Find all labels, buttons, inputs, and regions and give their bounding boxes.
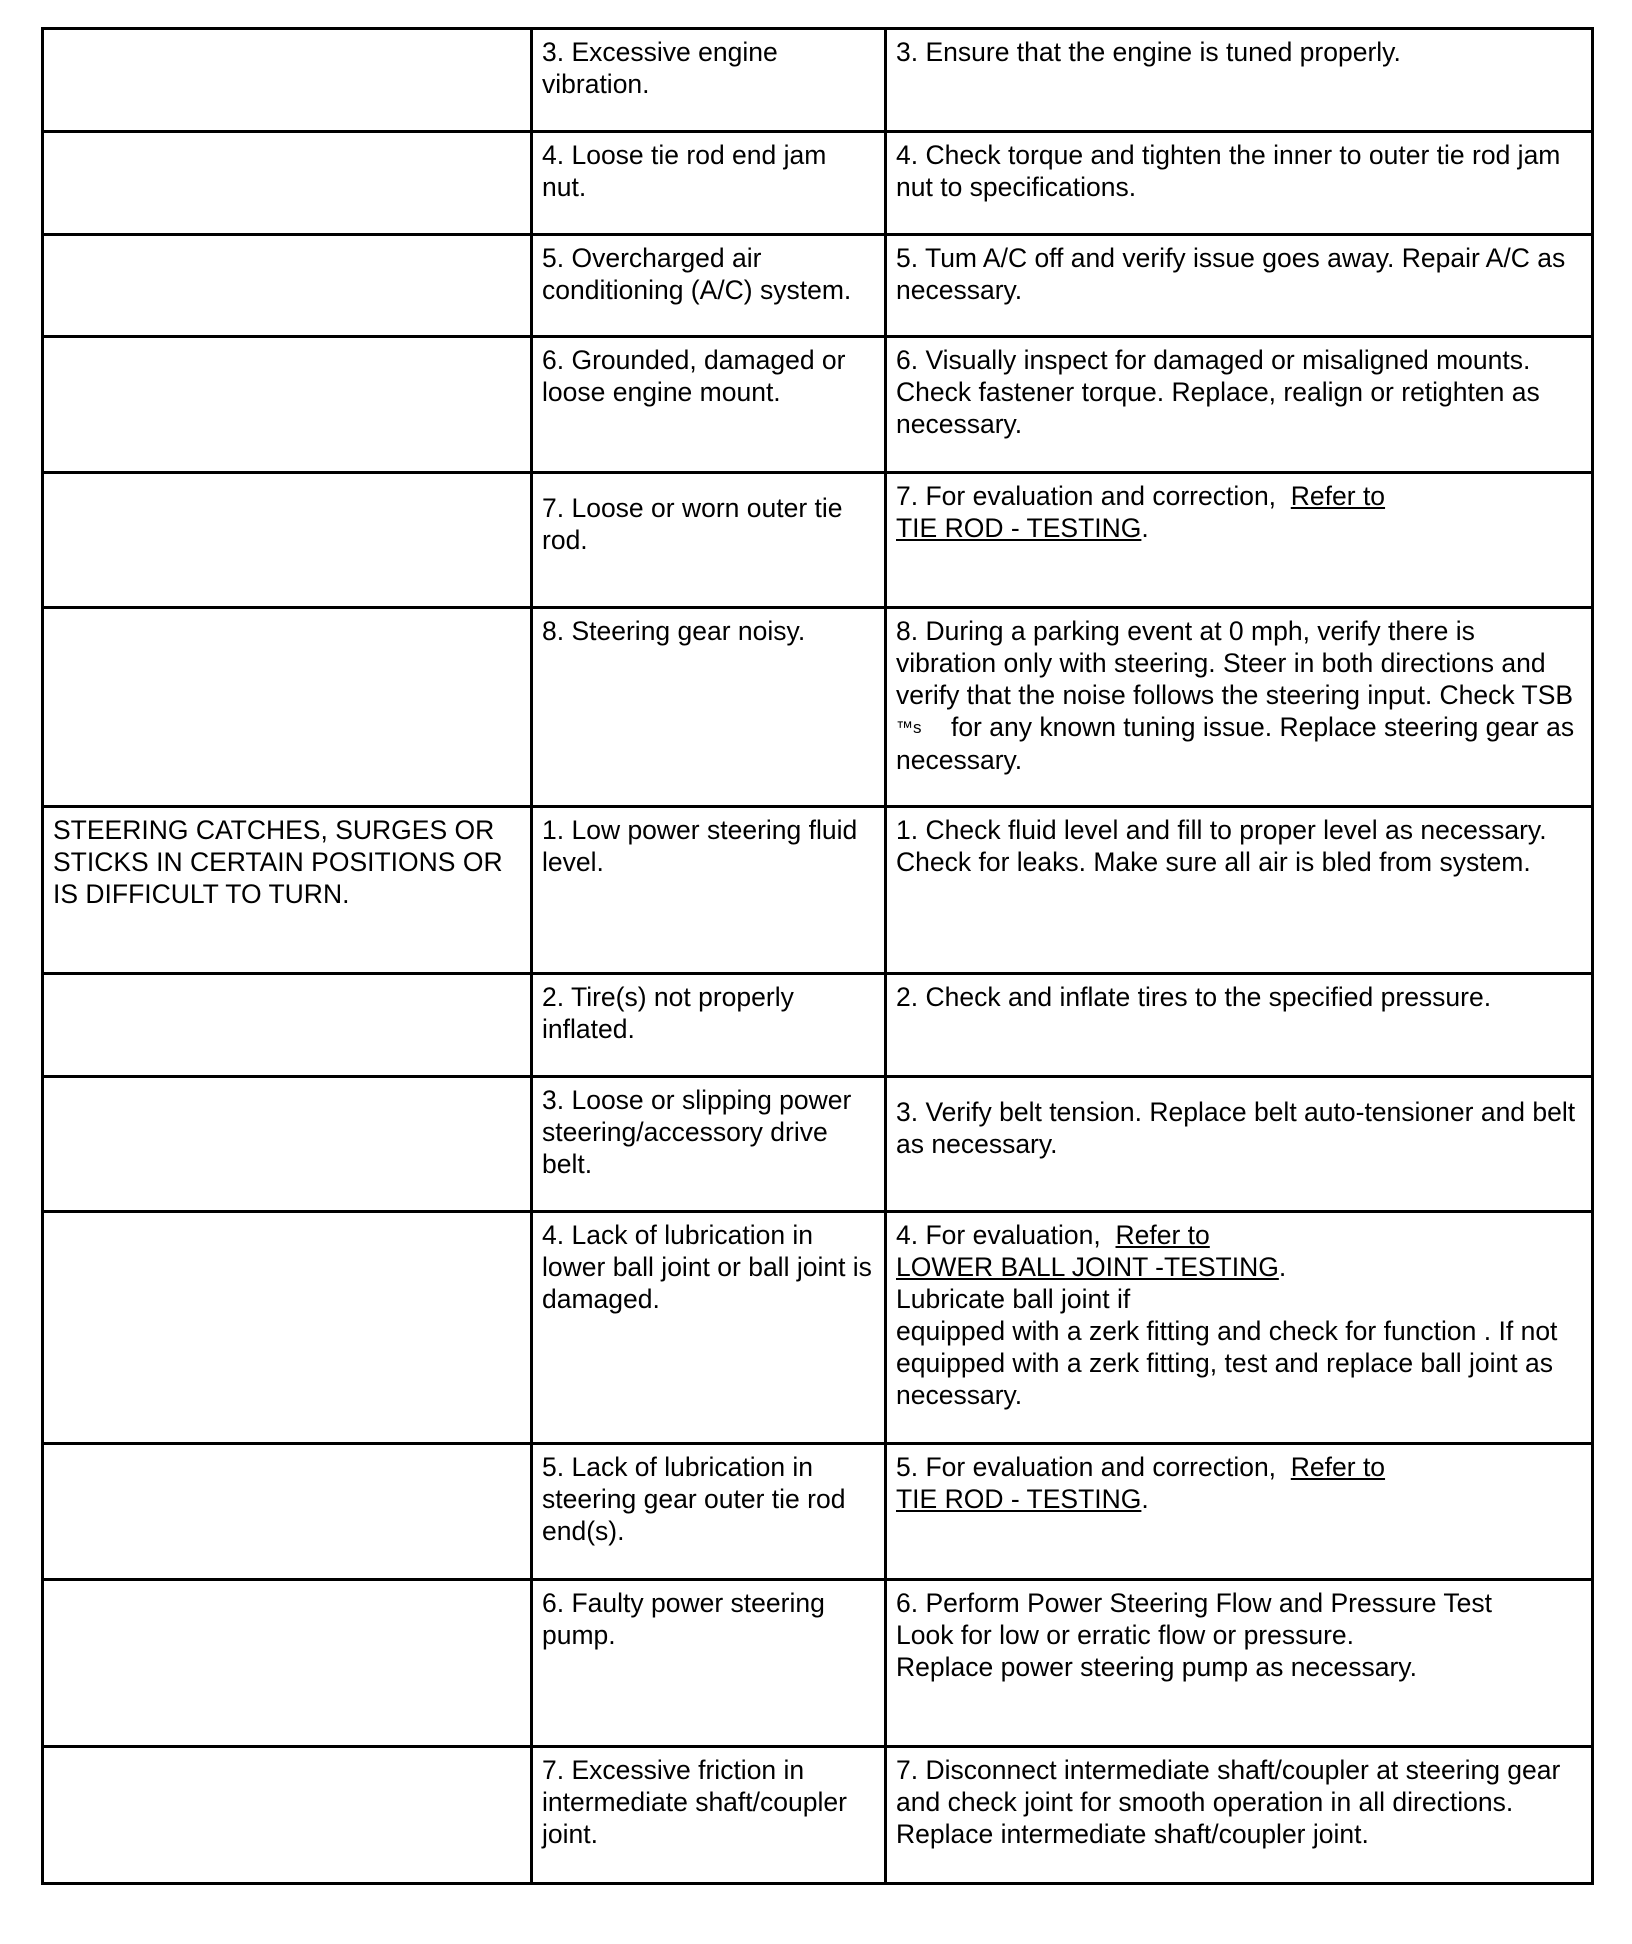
condition-cell bbox=[43, 337, 532, 473]
table-row bbox=[43, 1580, 1593, 1747]
cause-cell: 3. Loose or slipping power steering/accessory drive belt. bbox=[532, 1077, 886, 1212]
condition-cell bbox=[43, 608, 532, 807]
refer-to-link[interactable]: Refer to bbox=[1290, 481, 1386, 511]
cause-cell: 7. Excessive friction in intermediate shaft/coupler joint. bbox=[532, 1747, 886, 1884]
correction-text-cont: for any known tuning issue. Replace steering gear as necessary. bbox=[896, 712, 1575, 775]
tie-rod-testing-link[interactable]: TIE ROD - TESTING bbox=[896, 1484, 1142, 1514]
correction-line: Lubricate ball joint if bbox=[896, 1284, 1131, 1314]
lower-ball-joint-testing-link[interactable]: LOWER BALL JOINT -TESTING bbox=[896, 1252, 1279, 1282]
correction-suffix: . bbox=[1141, 513, 1149, 543]
cause-cell: 8. Steering gear noisy. bbox=[532, 608, 886, 807]
correction-line: equipped with a zerk fitting and check for function . If not equipped with a zerk fitting, test and replace ball joint as necessary. bbox=[896, 1316, 1558, 1410]
condition-cell bbox=[43, 1212, 532, 1444]
correction-line: Replace power steering pump as necessary. bbox=[896, 1652, 1417, 1682]
table-row bbox=[43, 132, 1593, 235]
correction-cell: 5. Tum A/C off and verify issue goes away. Repair A/C as necessary. bbox=[886, 235, 1593, 337]
correction-text: 5. For evaluation and correction, bbox=[896, 1452, 1277, 1482]
diagnosis-table bbox=[41, 27, 1594, 1885]
table-row bbox=[43, 1747, 1593, 1884]
condition-cell bbox=[43, 1077, 532, 1212]
table-row bbox=[43, 1444, 1593, 1580]
condition-cell bbox=[43, 1580, 532, 1747]
cause-cell: 6. Grounded, damaged or loose engine mount. bbox=[532, 337, 886, 473]
table-row bbox=[43, 473, 1593, 608]
correction-cell: 7. Disconnect intermediate shaft/coupler at steering gear and check joint for smooth operation in all directions. Replace intermediate shaft/coupler joint. bbox=[886, 1747, 1593, 1884]
condition-cell bbox=[43, 132, 532, 235]
correction-text: 8. During a parking event at 0 mph, verify there is vibration only with steering. Steer in both directions and verify that the noise follows the steering input. Check TSB bbox=[896, 616, 1574, 710]
correction-cell bbox=[886, 1580, 1593, 1747]
correction-suffix: . bbox=[1278, 1252, 1287, 1282]
correction-cell: 3. Verify belt tension. Replace belt auto-tensioner and belt as necessary. bbox=[886, 1077, 1593, 1212]
correction-cell: 2. Check and inflate tires to the specified pressure. bbox=[886, 974, 1593, 1077]
correction-line: 6. Perform Power Steering Flow and Pressure Test bbox=[896, 1588, 1493, 1618]
condition-cell bbox=[43, 235, 532, 337]
cause-cell: 2. Tire(s) not properly inflated. bbox=[532, 974, 886, 1077]
condition-cell bbox=[43, 1444, 532, 1580]
tie-rod-testing-link[interactable]: TIE ROD - TESTING bbox=[896, 513, 1142, 543]
correction-cell bbox=[886, 608, 1593, 807]
cause-cell: 6. Faulty power steering pump. bbox=[532, 1580, 886, 1747]
table-row bbox=[43, 337, 1593, 473]
cause-cell: 4. Loose tie rod end jam nut. bbox=[532, 132, 886, 235]
correction-suffix: . bbox=[1141, 1484, 1149, 1514]
refer-to-link[interactable]: Refer to bbox=[1115, 1220, 1210, 1250]
correction-line: Look for low or erratic flow or pressure. bbox=[896, 1620, 1355, 1650]
cause-cell: 1. Low power steering fluid level. bbox=[532, 807, 886, 974]
table-row bbox=[43, 974, 1593, 1077]
condition-cell bbox=[43, 1747, 532, 1884]
correction-cell: 4. Check torque and tighten the inner to outer tie rod jam nut to specifications. bbox=[886, 132, 1593, 235]
cause-cell: 5. Overcharged air conditioning (A/C) system. bbox=[532, 235, 886, 337]
correction-cell bbox=[886, 1444, 1593, 1580]
correction-text: 7. For evaluation and correction, bbox=[896, 481, 1277, 511]
table-row bbox=[43, 235, 1593, 337]
condition-cell: STEERING CATCHES, SURGES OR STICKS IN CERTAIN POSITIONS OR IS DIFFICULT TO TURN. bbox=[43, 807, 532, 974]
table-row bbox=[43, 608, 1593, 807]
table-row bbox=[43, 29, 1593, 132]
correction-cell bbox=[886, 473, 1593, 608]
correction-cell bbox=[886, 1212, 1593, 1444]
condition-cell bbox=[43, 974, 532, 1077]
condition-cell bbox=[43, 29, 532, 132]
correction-text: 4. For evaluation, bbox=[896, 1220, 1101, 1250]
correction-cell: 3. Ensure that the engine is tuned properly. bbox=[886, 29, 1593, 132]
cause-cell: 5. Lack of lubrication in steering gear outer tie rod end(s). bbox=[532, 1444, 886, 1580]
correction-cell: 1. Check fluid level and fill to proper level as necessary. Check for leaks. Make sure all air is bled from system. bbox=[886, 807, 1593, 974]
condition-cell bbox=[43, 473, 532, 608]
cause-cell: 7. Loose or worn outer tie rod. bbox=[532, 473, 886, 608]
correction-cell: 6. Visually inspect for damaged or misaligned mounts. Check fastener torque. Replace, realign or retighten as necessary. bbox=[886, 337, 1593, 473]
cause-cell: 3. Excessive engine vibration. bbox=[532, 29, 886, 132]
table-row bbox=[43, 1077, 1593, 1212]
trademark-mark: ™s bbox=[896, 718, 922, 737]
table-row bbox=[43, 1212, 1593, 1444]
refer-to-link[interactable]: Refer to bbox=[1290, 1452, 1386, 1482]
table-row bbox=[43, 807, 1593, 974]
cause-cell: 4. Lack of lubrication in lower ball joint or ball joint is damaged. bbox=[532, 1212, 886, 1444]
